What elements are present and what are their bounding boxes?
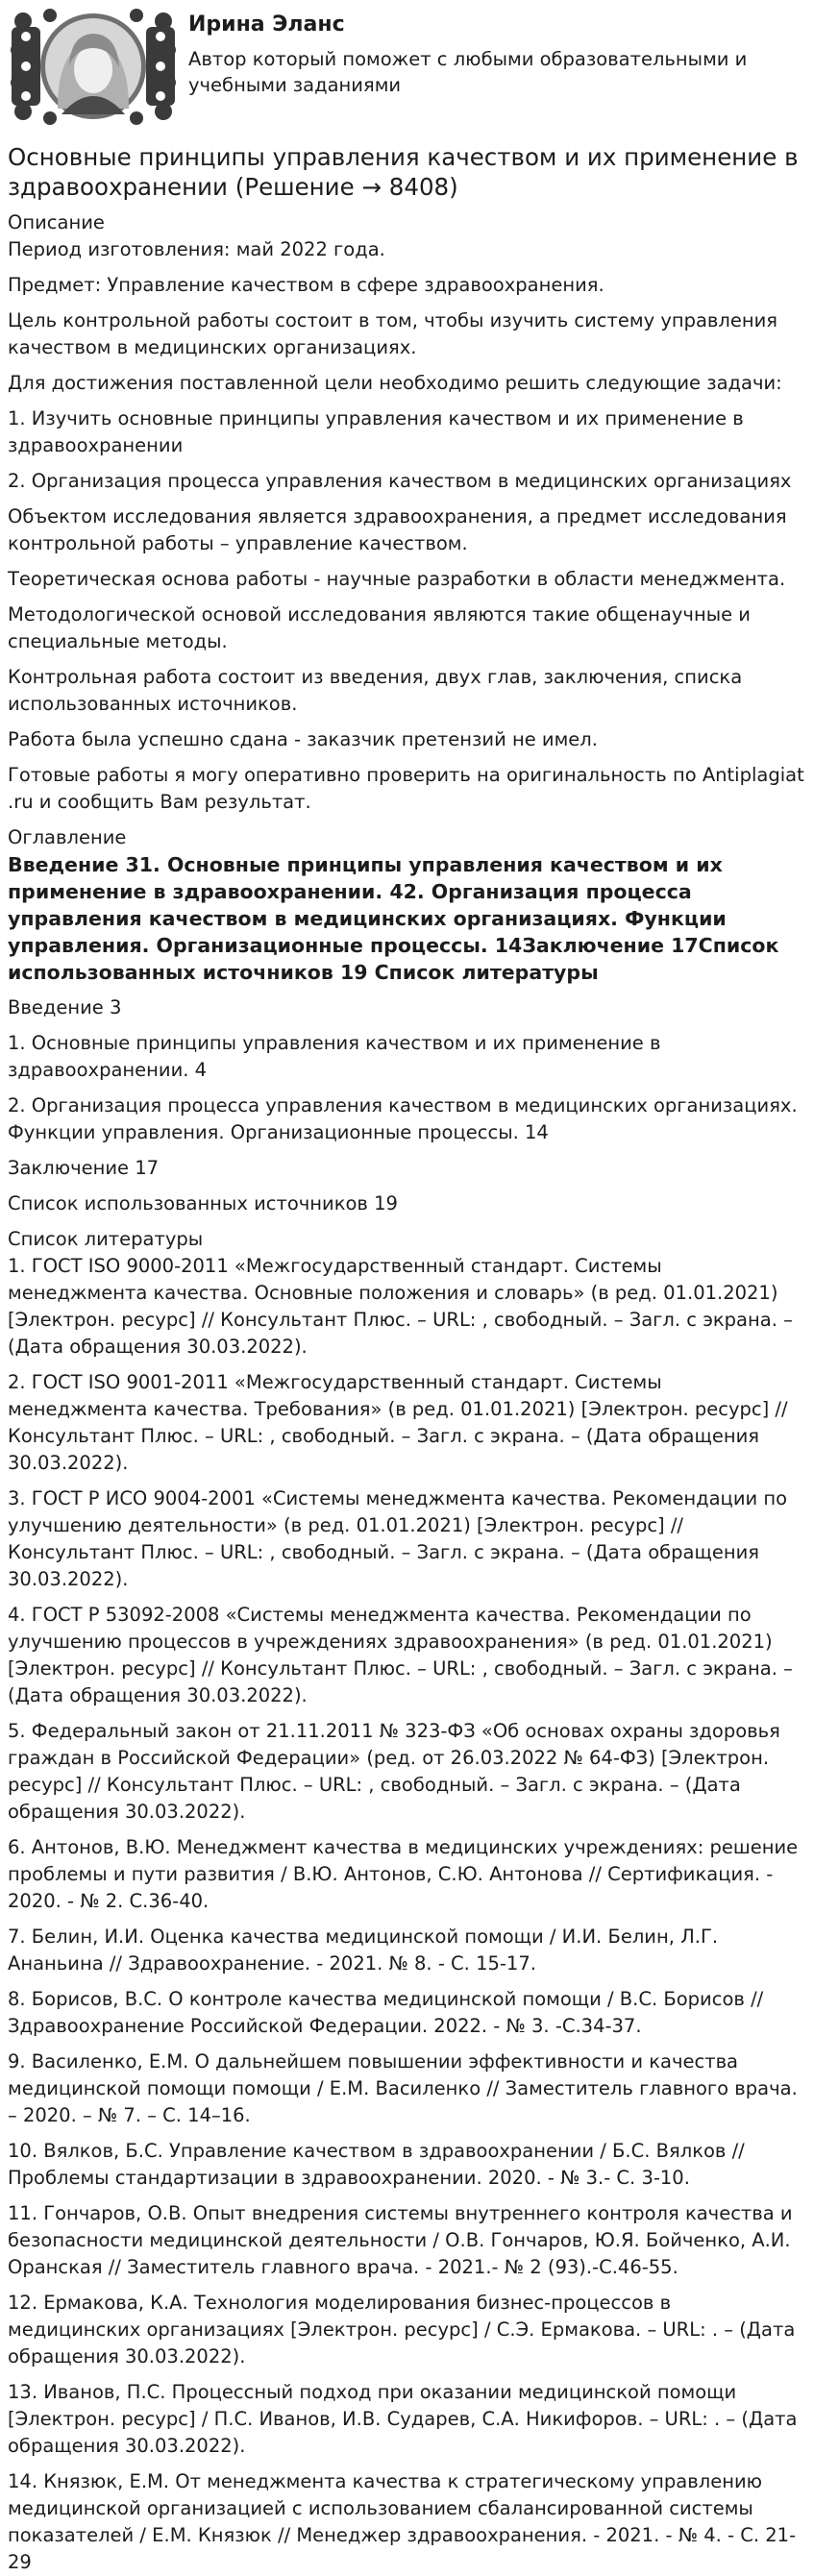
toc-summary: Введение 31. Основные принципы управления качеством и их применение в здравоохранении. 42. Организация процесса управления качеством в медицинских организациях. Функции управления. Организационные процессы. 14Заключение 17Список использованных источников 19 Список литературы	[8, 853, 779, 984]
literature-item: 1. ГОСТ ISO 9000-2011 «Межгосударственный стандарт. Системы менеджмента качества. Основные положения и словарь» (в ред. 01.01.2021) [Электрон. ресурс] // Консультант Плюс. – URL: , свободный. – Загл. с экрана. – (Дата обращения 30.03.2022).	[8, 1255, 793, 1358]
description-paragraph: Цель контрольной работы состоит в том, чтобы изучить систему управления качеством в медицинских организациях.	[8, 309, 778, 358]
literature-label: Список литературы	[8, 1228, 204, 1250]
description-paragraph: Предмет: Управление качеством в сфере здравоохранения.	[8, 274, 604, 296]
description-section	[8, 236, 806, 816]
author-name[interactable]: Ирина Эланс	[188, 12, 345, 37]
author-description: Автор который поможет с любыми образовательными и учебными заданиями	[188, 48, 748, 96]
literature-item: 9. Василенко, Е.М. О дальнейшем повышении эффективности и качества медицинской помощи помощи / Е.М. Василенко // Заместитель главного врача. – 2020. – № 7. – С. 14–16.	[8, 2050, 798, 2126]
toc-label: Оглавление	[8, 826, 127, 848]
toc-item: Список использованных источников 19	[8, 1192, 398, 1214]
description-paragraph: Работа была успешно сдана - заказчик претензий не имел.	[8, 728, 598, 750]
literature-item: 4. ГОСТ Р 53092-2008 «Системы менеджмента качества. Рекомендации по улучшению процессов в учреждениях здравоохранения» (в ред. 01.01.2021) [Электрон. ресурс] // Консультант Плюс. – URL: , свободный. – Загл. с экрана. – (Дата обращения 30.03.2022).	[8, 1604, 793, 1706]
toc-item: 2. Организация процесса управления качеством в медицинских организациях. Функции управления. Организационные процессы. 14	[8, 1094, 798, 1143]
literature-item: 5. Федеральный закон от 21.11.2011 № 323-ФЗ «Об основах охраны здоровья граждан в Российской Федерации» (ред. от 26.03.2022 № 64-ФЗ) [Электрон. ресурс] // Консультант Плюс. – URL: , свободный. – Загл. с экрана. – (Дата обращения 30.03.2022).	[8, 1720, 780, 1823]
description-paragraph: Теоретическая основа работы - научные разработки в области менеджмента.	[8, 568, 786, 590]
description-label: Описание	[8, 211, 105, 233]
toc-item: Введение 3	[8, 996, 122, 1018]
description-paragraph: Готовые работы я могу оперативно проверить на оригинальность по Antiplagiat .ru и сообщить Вам результат.	[8, 764, 804, 813]
description-paragraph: Для достижения поставленной цели необходимо решить следующие задачи:	[8, 372, 782, 394]
literature-item: 6. Антонов, В.Ю. Менеджмент качества в медицинских учреждениях: решение проблемы и пути развития / В.Ю. Антонов, С.Ю. Антонова // Сертификация. - 2020. - № 2. С.36-40.	[8, 1836, 799, 1912]
author-card	[8, 0, 806, 142]
literature-item: 7. Белин, И.И. Оценка качества медицинской помощи / И.И. Белин, Л.Г. Ананьина // Здравоохранение. - 2021. № 8. - С. 15-17.	[8, 1926, 719, 1975]
literature-item: 14. Князюк, Е.М. От менеджмента качества к стратегическому управлению медицинской организацией с использованием сбалансированной системы показателей / Е.М. Князюк // Менеджер здравоохранения. - 2021. - № 4. - С. 21-29	[8, 2470, 797, 2573]
toc-list	[8, 994, 806, 1217]
literature-item: 12. Ермакова, К.А. Технология моделирования бизнес-процессов в медицинских организациях [Электрон. ресурс] / С.Э. Ермакова. – URL: . – (Дата обращения 30.03.2022).	[8, 2292, 796, 2367]
literature-item: 10. Вялков, Б.С. Управление качеством в здравоохранении / Б.С. Вялков // Проблемы стандартизации в здравоохранении. 2020. - № 3.- С. 3-10.	[8, 2140, 745, 2189]
description-paragraph: Методологической основой исследования являются такие общенаучные и специальные методы.	[8, 603, 751, 652]
description-paragraph: Контрольная работа состоит из введения, двух глав, заключения, списка использованных источников.	[8, 666, 743, 715]
toc-item: Заключение 17	[8, 1157, 160, 1179]
description-paragraph: 2. Организация процесса управления качеством в медицинских организациях	[8, 470, 792, 492]
document-title: Основные принципы управления качеством и их применение в здравоохранении (Решение → 8408)	[8, 143, 799, 201]
literature-item: 11. Гончаров, О.В. Опыт внедрения системы внутреннего контроля качества и безопасности медицинской деятельности / О.В. Гончаров, Ю.Я. Бойченко, А.И. Оранская // Заместитель главного врача. - 2021.- № 2 (93).-С.46-55.	[8, 2202, 793, 2278]
literature-list	[8, 1253, 806, 2576]
description-paragraph: Период изготовления: май 2022 года.	[8, 238, 385, 260]
literature-item: 13. Иванов, П.С. Процессный подход при оказании медицинской помощи [Электрон. ресурс] / П.С. Иванов, И.В. Сударев, С.А. Никифоров. – URL: . – (Дата обращения 30.03.2022).	[8, 2381, 798, 2457]
toc-item: 1. Основные принципы управления качеством и их применение в здравоохранении. 4	[8, 1032, 661, 1081]
author-avatar[interactable]	[8, 8, 179, 125]
author-info	[188, 8, 806, 98]
description-paragraph: 1. Изучить основные принципы управления качеством и их применение в здравоохранении	[8, 407, 744, 456]
literature-item: 3. ГОСТ Р ИСО 9004-2001 «Системы менеджмента качества. Рекомендации по улучшению деятельности» (в ред. 01.01.2021) [Электрон. ресурс] // Консультант Плюс. – URL: , свободный. – Загл. с экрана. – (Дата обращения 30.03.2022).	[8, 1487, 788, 1590]
literature-item: 8. Борисов, В.С. О контроле качества медицинской помощи / В.С. Борисов // Здравоохранение Российской Федерации. 2022. - № 3. -С.34-37.	[8, 1988, 764, 2037]
literature-item: 2. ГОСТ ISO 9001-2011 «Межгосударственный стандарт. Системы менеджмента качества. Требования» (в ред. 01.01.2021) [Электрон. ресурс] // Консультант Плюс. – URL: , свободный. – Загл. с экрана. – (Дата обращения 30.03.2022).	[8, 1371, 788, 1474]
description-paragraph: Объектом исследования является здравоохранения, а предмет исследования контрольной работы – управление качеством.	[8, 505, 787, 554]
